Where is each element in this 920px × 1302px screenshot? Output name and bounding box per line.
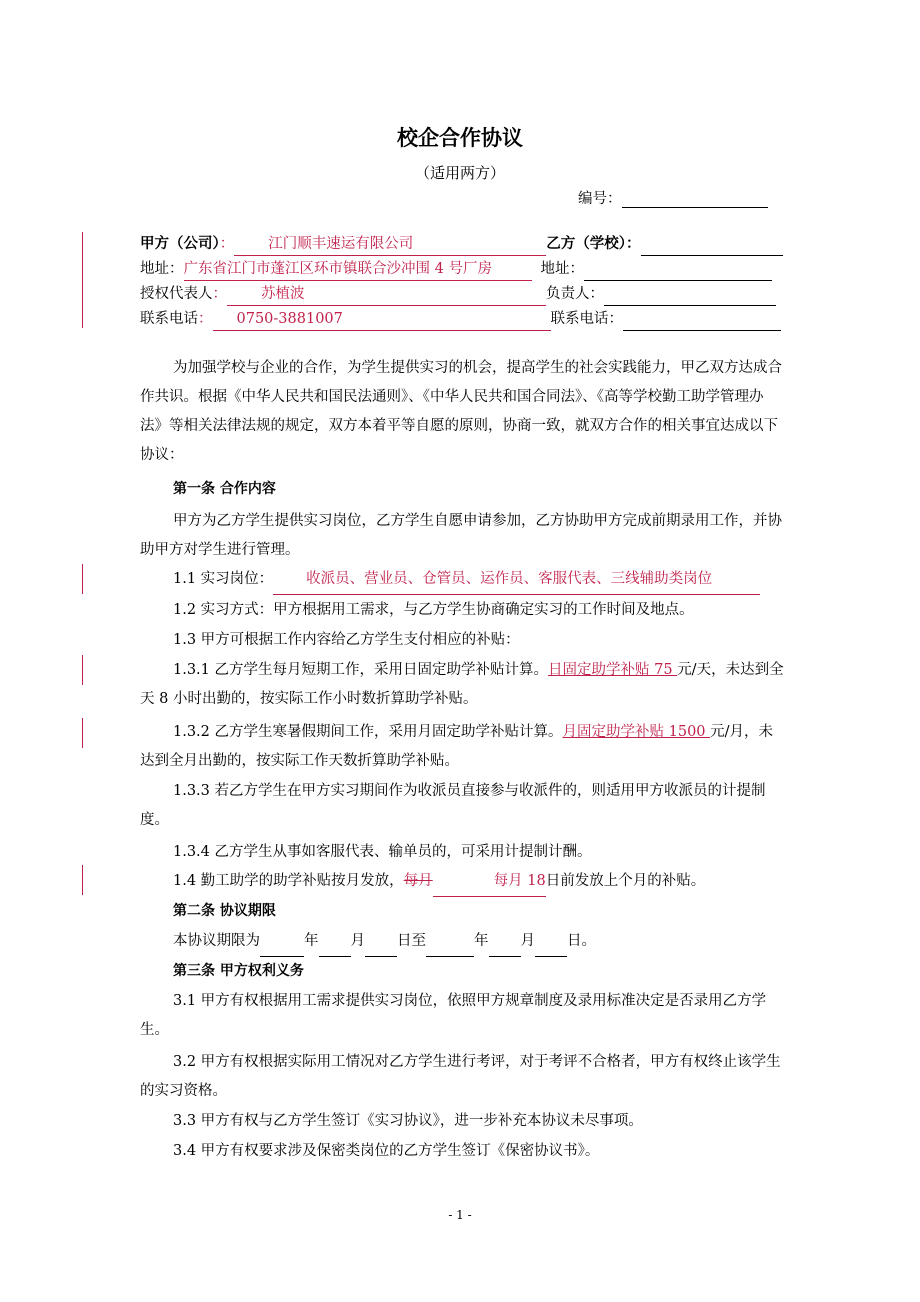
- clause-1-3-3: 1.3.3 若乙方学生在甲方实习期间作为收派员直接参与收派件的，则适用甲方收派员的计提制度。: [140, 783, 766, 828]
- head-label: 负责人：: [546, 286, 604, 302]
- party-a-value: 江门顺丰速运有限公司: [234, 233, 546, 256]
- clause-1-3: 1.3 甲方可根据工作内容给乙方学生支付相应的补贴：: [173, 632, 520, 648]
- clause-3-2: 3.2 甲方有权根据实际用工情况对乙方学生进行考评，对于考评不合格者，甲方有权终止该学生的实习资格。: [140, 1054, 781, 1099]
- clause-1-1: 1.1 实习岗位： 收派员、营业员、仓管员、运作员、客服代表、三线辅助类岗位: [140, 565, 785, 595]
- payday-value: 每月 18: [433, 867, 546, 897]
- tel-row: 联系电话： 0750-3881007 联系电话：: [140, 308, 781, 330]
- article-2-p1: 本协议期限为 年 月 日至 年 月 日。: [140, 927, 785, 957]
- article-3-heading: 第三条 甲方权利义务: [173, 963, 304, 979]
- rep-row: 授权代表人： 苏植波 负责人：: [140, 283, 776, 305]
- rep-value: 苏植波: [227, 283, 546, 306]
- page-number: - 1 -: [448, 1208, 472, 1222]
- intro-paragraph: 为加强学校与企业的合作，为学生提供实习的机会，提高学生的社会实践能力，甲乙双方达成合作共识。根据《中华人民共和国民法通则》、《中华人民共和国合同法》、《高等学校勤工助学管理办法》等相关法律法规的规定，双方本着平等自愿的原则，协商一致，就双方合作的相关事宜达成以下协议：: [140, 360, 782, 463]
- address-label: 地址：: [140, 261, 184, 277]
- tel-value: 0750-3881007: [213, 308, 551, 331]
- article-2-heading: 第二条 协议期限: [173, 903, 276, 919]
- party-a-row: 甲方（公司）： 江门顺丰速运有限公司 乙方（学校）：: [140, 233, 783, 255]
- number-field: [578, 187, 768, 208]
- tel-label: 联系电话: [140, 311, 198, 327]
- deleted-text: 每月: [403, 873, 433, 889]
- number-label: 编号：: [578, 191, 622, 207]
- tel-b-label: 联系电话：: [550, 311, 623, 327]
- clause-1-4: 1.4 勤工助学的助学补贴按月发放，每月 每月 18日前发放上个月的补贴。: [140, 867, 785, 897]
- posts-value: 收派员、营业员、仓管员、运作员、客服代表、三线辅助类岗位: [273, 565, 760, 595]
- revision-bar-payday: [82, 865, 83, 895]
- revision-bar-posts: [82, 564, 83, 594]
- revision-bar-monthly: [82, 718, 83, 748]
- clause-3-3: 3.3 甲方有权与乙方学生签订《实习协议》，进一步补充本协议未尽事项。: [173, 1113, 643, 1129]
- address-row: [140, 258, 772, 280]
- monthly-allowance: 月固定助学补贴 1500: [562, 724, 711, 740]
- document-subtitle: （适用两方）: [414, 164, 505, 182]
- address-value: 广东省江门市蓬江区环市镇联合沙冲围 4 号厂房: [184, 258, 532, 281]
- clause-1-3-4: 1.3.4 乙方学生从事如客服代表、输单员的，可采用计提制计酬。: [173, 844, 592, 860]
- address-b-label: 地址：: [540, 261, 584, 277]
- clause-1-3-1: 1.3.1 乙方学生每月短期工作，采用日固定助学补贴计算。日固定助学补贴 75 元/天，未达到全天 8 小时出勤的，按实际工作小时数折算助学补贴。: [140, 662, 784, 707]
- clause-3-4: 3.4 甲方有权要求涉及保密类岗位的乙方学生签订《保密协议书》。: [173, 1143, 600, 1159]
- daily-allowance: 日固定助学补贴 75: [548, 662, 678, 678]
- revision-bar-parties: [82, 232, 83, 328]
- party-b-label: 乙方（学校）：: [546, 236, 641, 252]
- article-1-p1: 甲方为乙方学生提供实习岗位，乙方学生自愿申请参加，乙方协助甲方完成前期录用工作，并协助甲方对学生进行管理。: [140, 513, 782, 558]
- clause-1-2: 1.2 实习方式：甲方根据用工需求，与乙方学生协商确定实习的工作时间及地点。: [173, 602, 694, 618]
- clause-1-3-2: 1.3.2 乙方学生寒暑假期间工作，采用月固定助学补贴计算。月固定助学补贴 1500 元/月，未达到全月出勤的，按实际工作天数折算助学补贴。: [140, 724, 774, 769]
- article-1-heading: 第一条 合作内容: [173, 481, 276, 497]
- party-a-label: 甲方（公司）: [140, 236, 220, 252]
- clause-3-1: 3.1 甲方有权根据用工需求提供实习岗位，依照甲方规章制度及录用标准决定是否录用乙方学生。: [140, 993, 767, 1038]
- rep-label: 授权代表人: [140, 286, 213, 302]
- revision-bar-daily: [82, 655, 83, 685]
- document-title: 校企合作协议: [397, 126, 523, 150]
